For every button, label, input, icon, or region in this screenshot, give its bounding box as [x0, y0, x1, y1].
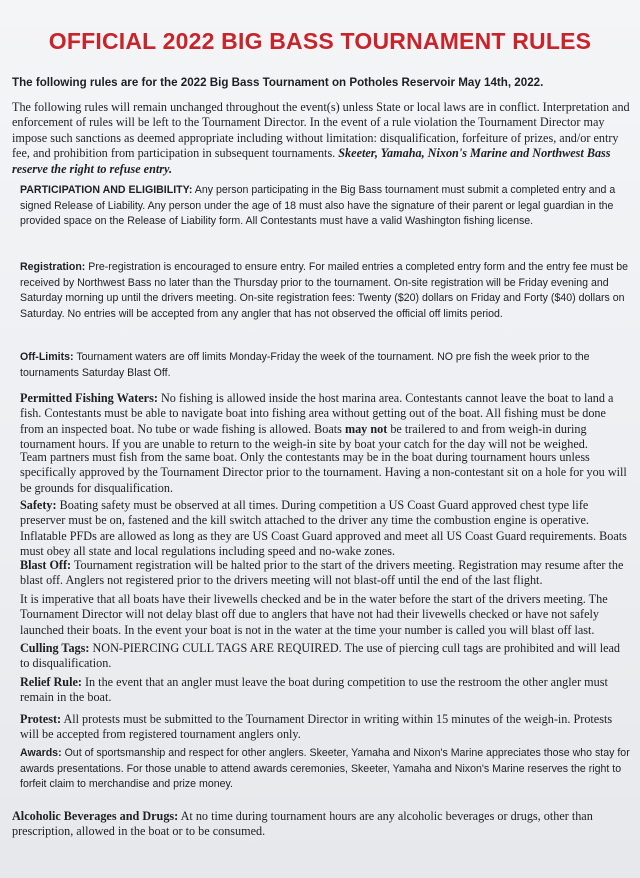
protest-label: Protest: — [20, 712, 62, 726]
culling-tags-section — [20, 641, 632, 672]
general-rules-paragraph — [12, 100, 632, 177]
participation-text: Any person participating in the Big Bass tournament must submit a completed entry and a signed Release of Liability. Any person under the age of 18 must also have the signature of their parent or legal guardian in the provided space on the Release of Liability form. All Contestants must have a valid Washington fishing license. — [20, 184, 616, 228]
blast-off-text: Tournament registration will be halted prior to the start of the drivers meeting. Registration may resume after the blast off. Anglers not registered prior to the drivers meeting will not blast-off until the end of the last flight. — [20, 558, 624, 588]
blast-off-label: Blast Off: — [20, 558, 72, 572]
awards-text: Out of sportsmanship and respect for other anglers. Skeeter, Yamaha and Nixon's Marine appreciates those who stay for awards presentations. For those unable to attend awards ceremonies, Skeeter, Yamaha and Nixon's Marine reserves the right to forfeit claim to merchandise and prize money. — [20, 747, 630, 791]
protest-section — [20, 712, 632, 743]
refuse-entry-notice: Skeeter, Yamaha, Nixon's Marine and Northwest Bass reserve the right to refuse entry. — [12, 146, 611, 176]
permitted-waters-label: Permitted Fishing Waters: — [20, 391, 158, 405]
relief-rule-label: Relief Rule: — [20, 675, 82, 689]
alcohol-label: Alcoholic Beverages and Drugs: — [12, 809, 179, 823]
registration-label: Registration: — [20, 261, 86, 273]
safety-label: Safety: — [20, 498, 57, 512]
permitted-waters-emphasis: may not — [344, 421, 388, 436]
off-limits-label: Off-Limits: — [20, 351, 74, 363]
document-title: OFFICIAL 2022 BIG BASS TOURNAMENT RULES — [48, 28, 592, 54]
permitted-waters-text-2: be trailered to and from weigh-in during tournament hours. If you are unable to return to the weigh-in site by boat your catch for the day will not be weighed. — [20, 421, 588, 452]
participation-section — [20, 183, 632, 230]
relief-rule-text: In the event that an angler must leave the boat during competition to use the restroom the other angler must remain in the boat. — [20, 675, 608, 705]
intro-line: The following rules are for the 2022 Big Bass Tournament on Potholes Reservoir May 14th, 2022. — [12, 76, 544, 89]
culling-tags-text: NON-PIERCING CULL TAGS ARE REQUIRED. The use of piercing cull tags are prohibited and will lead to disqualification. — [20, 641, 620, 671]
team-partners-paragraph: Team partners must fish from the same boat. Only the contestants may be in the boat during tournament hours unless specifically approved by the Tournament Director prior to the tournament. Having a non-contestant sit on a hole for you will be grounds for disqualification. — [20, 450, 627, 495]
participation-label: PARTICIPATION AND ELIGIBILITY: — [20, 184, 193, 196]
blast-off-section — [20, 558, 632, 589]
safety-text: Boating safety must be observed at all times. During competition a US Coast Guard approved chest type life preserver must be on, fastened and the kill switch attached to the driver any time the combustion engine is operative. Inflatable PFDs are allowed as long as they are US Coast Guard approved and meet all US Coast Guard requirements. Boats must obey all state and local regulations including speed and no-wake zones. — [20, 498, 627, 559]
relief-rule-section — [20, 675, 632, 706]
off-limits-section — [20, 350, 632, 381]
off-limits-text: Tournament waters are off limits Monday-Friday the week of the tournament. NO pre fish the week prior to the tournaments Saturday Blast Off. — [20, 351, 590, 379]
alcohol-section — [12, 809, 632, 840]
awards-label: Awards: — [20, 747, 62, 759]
registration-section — [20, 260, 632, 322]
safety-section — [20, 498, 632, 560]
permitted-waters-text-1: No fishing is allowed inside the host marina area. Contestants cannot leave the boat to land a fish. Contestants must be able to navigate boat into fishing area without getting out of the boat. All fishing must be done from an inspected boat. No tube or wade fishing is allowed. Boats — [20, 391, 614, 436]
livewells-paragraph: It is imperative that all boats have their livewells checked and be in the water before the start of the drivers meeting. The Tournament Director will not delay blast off due to anglers that have not had their livewells checked or have not safely launched their boats. In the event your boat is not in the water at the time your number is called you will blast off last. — [20, 592, 608, 637]
awards-section — [20, 746, 632, 793]
protest-text: All protests must be submitted to the Tournament Director in writing within 15 minutes of the weigh-in. Protests will be accepted from registered tournament anglers only. — [20, 712, 613, 742]
permitted-waters-section — [20, 391, 632, 453]
alcohol-text: At no time during tournament hours are any alcoholic beverages or drugs, other than prescription, allowed in the boat or to be consumed. — [12, 809, 593, 839]
registration-text: Pre-registration is encouraged to ensure entry. For mailed entries a completed entry form and the entry fee must be received by Northwest Bass no later than the Thursday prior to the tournament. On-site registration will be Friday evening and Saturday morning up until the drivers meeting. On-site registration fees: Twenty ($20) dollars on Friday and Forty ($40) dollars on Saturday. No entries will be accepted from any angler that has not observed the official off limits period. — [20, 261, 629, 320]
general-rules-text: The following rules will remain unchanged throughout the event(s) unless State or local laws are in conflict. Interpretation and enforcement of rules will be left to the Tournament Director. In the event of a rule violation the Tournament Director may impose such sanctions as deemed appropriate including without limitation: disqualification, forfeiture of prizes, and/or entry fee, and prohibition from participation in subsequent tournaments. — [12, 100, 630, 161]
culling-tags-label: Culling Tags: — [20, 641, 90, 655]
